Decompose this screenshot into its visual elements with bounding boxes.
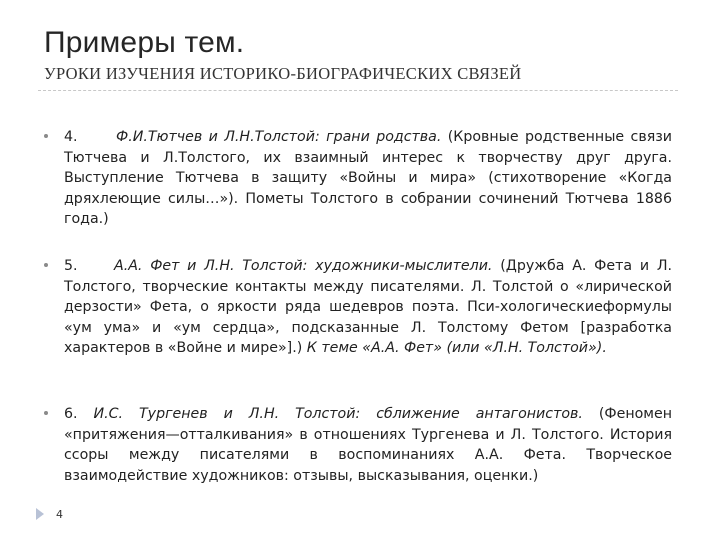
- item-topic: Ф.И.Тютчев и Л.Н.Толстой: грани родства.: [116, 129, 442, 145]
- bullet-icon: [44, 411, 48, 415]
- bullet-icon: [44, 134, 48, 138]
- list-item-text: [64, 256, 672, 359]
- page-marker-icon: [36, 508, 44, 520]
- slide-subtitle: УРОКИ ИЗУЧЕНИЯ ИСТОРИКО-БИОГРАФИЧЕСКИХ СВЯЗЕЙ: [44, 64, 522, 83]
- list-item-text: [64, 404, 672, 486]
- slide-title: Примеры тем.: [44, 26, 245, 59]
- item-body: (Кровные родственные связи Тютчева и Л.Толстого, их взаимный интерес к творчеству друг друга. Выступление Тютчева в защиту «Войны и мира» (стихотворение «Когда дряхлеющие силы…»). Пометы Толстого в собрании сочинений Тютчева 1886 года.): [64, 129, 672, 227]
- item-topic: И.С. Тургенев и Л.Н. Толстой: сближение антагонистов.: [93, 406, 583, 422]
- item-number: 6.: [64, 406, 78, 422]
- list-item-text: [64, 127, 672, 230]
- title-divider: [38, 90, 678, 91]
- item-body: (Феномен «притяжения—отталкивания» в отношениях Тургенева и Л. Толстого. История ссоры между писателями в воспоминаниях А.А. Фета. Творческое взаимодействие художников: отзывы, высказывания, оценки.): [64, 406, 673, 484]
- item-body: (Дружба А. Фета и Л. Толстого, творческие контакты между писателями. Л. Толстой о «лирической дерзости» Фета, о яркости ряда шедевров поэта. Пси-хологическиеформулы «ум ума» и «ум сердца», подсказанные Л. Толстому Фетом [разработка характеров в «Войне и мире»].): [64, 258, 672, 356]
- page-number: 4: [56, 508, 63, 521]
- item-number: 4.: [64, 129, 78, 145]
- item-number: 5.: [64, 258, 78, 274]
- item-tail: К теме «А.А. Фет» (или «Л.Н. Толстой»).: [306, 340, 607, 356]
- bullet-icon: [44, 263, 48, 267]
- item-topic: А.А. Фет и Л.Н. Толстой: художники-мыслители.: [114, 258, 493, 274]
